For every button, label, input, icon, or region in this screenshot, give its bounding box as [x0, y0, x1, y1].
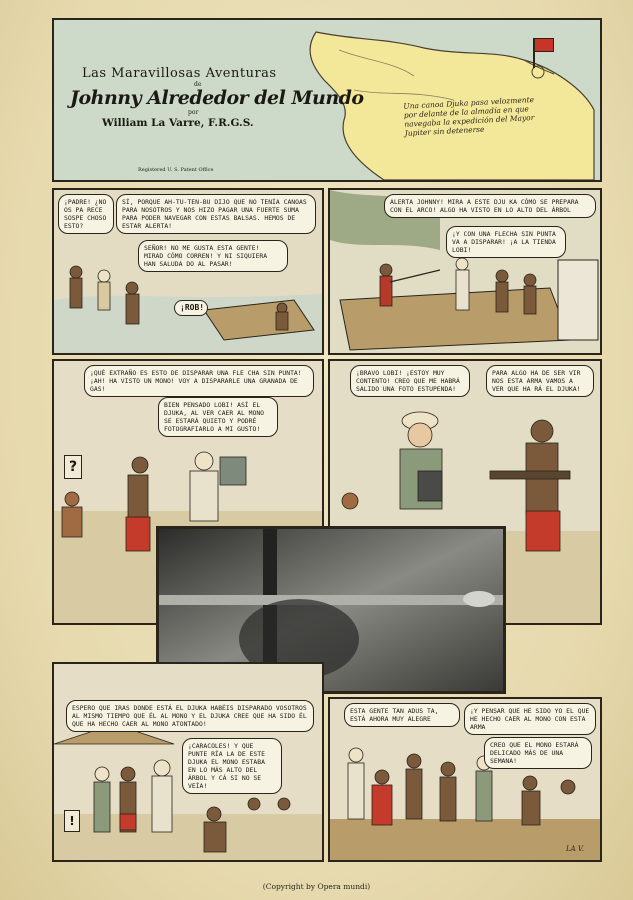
- balloon-p7-johnny: ¡Y PENSAR QUE HE SIDO YO EL QUE HE HECHO CAER AL MONO CON ESTA ARMA: [464, 703, 596, 735]
- balloon-p7-lobi: CREO QUE EL MONO ESTARÁ DELICADO MÁS DE UNA SEMANA!: [484, 737, 592, 769]
- title-line-1: Las Maravillosas Aventuras: [82, 66, 277, 81]
- copyright-notice: (Copyright by Opera mundi): [262, 882, 371, 891]
- artist-signature: LA V.: [566, 845, 584, 853]
- balloon-p1-lobi: SEÑOR! NO ME GUSTA ESTA GENTE! MIRAD CÓMO CORREN! Y NI SIQUIERA HAN SALUDA DO AL PASAR!: [138, 240, 288, 272]
- registered-notice: Registered U. S. Patent Office: [138, 167, 214, 173]
- balloon-p2-johnny: ¡Y CON UNA FLECHA SIN PUNTA VA A DISPARAR! ¡A LA TIENDA LOBI!: [446, 226, 566, 258]
- title-author: William La Varre, F.R.G.S.: [102, 117, 254, 129]
- panel-2: [328, 188, 602, 355]
- panel-7: [328, 697, 602, 862]
- balloon-p4-johnny: ¡BRAVO LOBI! ¡ESTOY MUY CONTENTO! CREO QUE ME HABRÁ SALIDO UNA FOTO ESTUPENDA!: [350, 365, 470, 397]
- balloon-p1-sound: ¡ROB!: [174, 300, 208, 316]
- balloon-p2-major: ALERTA JOHNNY! MIRA A ESTE DJU KA CÓMO SE PREPARA CON EL ARCO! ALGO HA VISTO EN LO ALTO DEL ÁRBOL: [384, 194, 596, 218]
- flagpole: [533, 38, 535, 68]
- map-caption: Una canoa Djuka pasa velozmente por delante de la almadía en que navegaba la expedición del Mayor Jupiter sin detenerse: [403, 94, 535, 138]
- title-por: por: [188, 109, 199, 116]
- balloon-p1-major: SÍ, PORQUE AH-TU-TEN-BU DIJO QUE NO TENÍA CANOAS PARA NOSOTROS Y NOS HIZO PAGAR UNA FUERTE SUMA PARA PODER NAVEGAR CON ESTAS BALSAS. HEMOS DE ESTAR ALERTA!: [116, 194, 316, 234]
- title-de: de: [194, 81, 202, 88]
- panel-6: [52, 662, 324, 862]
- balloon-p3-johnny: ¡QUÉ EXTRAÑO ES ESTO DE DISPARAR UNA FLE CHA SIN PUNTA! ¡AH! HA VISTO UN MONO! VOY A DISPARARLE UNA GRANADA DE GAS!: [84, 365, 314, 397]
- flag-icon: [534, 38, 554, 52]
- question-sign: ?: [64, 455, 82, 479]
- balloon-p3-major: BIEN PENSADO LOBI! ASÍ EL DJUKA, AL VER CAER AL MONO SE ESTARÁ QUIETO Y PODRÉ FOTOGRAFIARLO A MI GUSTO!: [158, 397, 278, 437]
- balloon-p6-lobi: ESPERO QUE IRAS DONDE ESTÁ EL DJUKA HABÉIS DISPARADO VOSOTROS AL MISMO TIEMPO QUE ÉL AL MONO Y EL DJUKA CREE QUE HA SIDO ÉL QUE HA HECHO CAER AL MONO ATONTADO!: [66, 700, 314, 732]
- balloon-p4-lobi: PARA ALGO HA DE SER VIR NOS ESTA ARMA VAMOS A VER QUE HA RÁ EL DJUKA!: [486, 365, 594, 397]
- panel-1: [52, 188, 324, 355]
- title-line-2: Johnny Alrededor del Mundo: [70, 87, 364, 109]
- balloon-p7-major: ESTA GENTE TAN ADUS TA, ESTÁ AHORA MUY ALEGRE: [344, 703, 460, 727]
- title-panel: [52, 18, 602, 182]
- exclamation-sign: !: [64, 810, 80, 832]
- balloon-p1-johnny: ¡PADRE! ¿NO OS PA RECE SOSPE CHOSO ESTO?: [58, 194, 114, 234]
- balloon-p6-major: ¡CARACOLES! Y QUE PUNTE RÍA LA DE ESTE DJUKA EL MONO ESTABA EN LO MÁS ALTO DEL ÁRBOL Y CÁ SI NO SE VEÍA!: [182, 738, 282, 794]
